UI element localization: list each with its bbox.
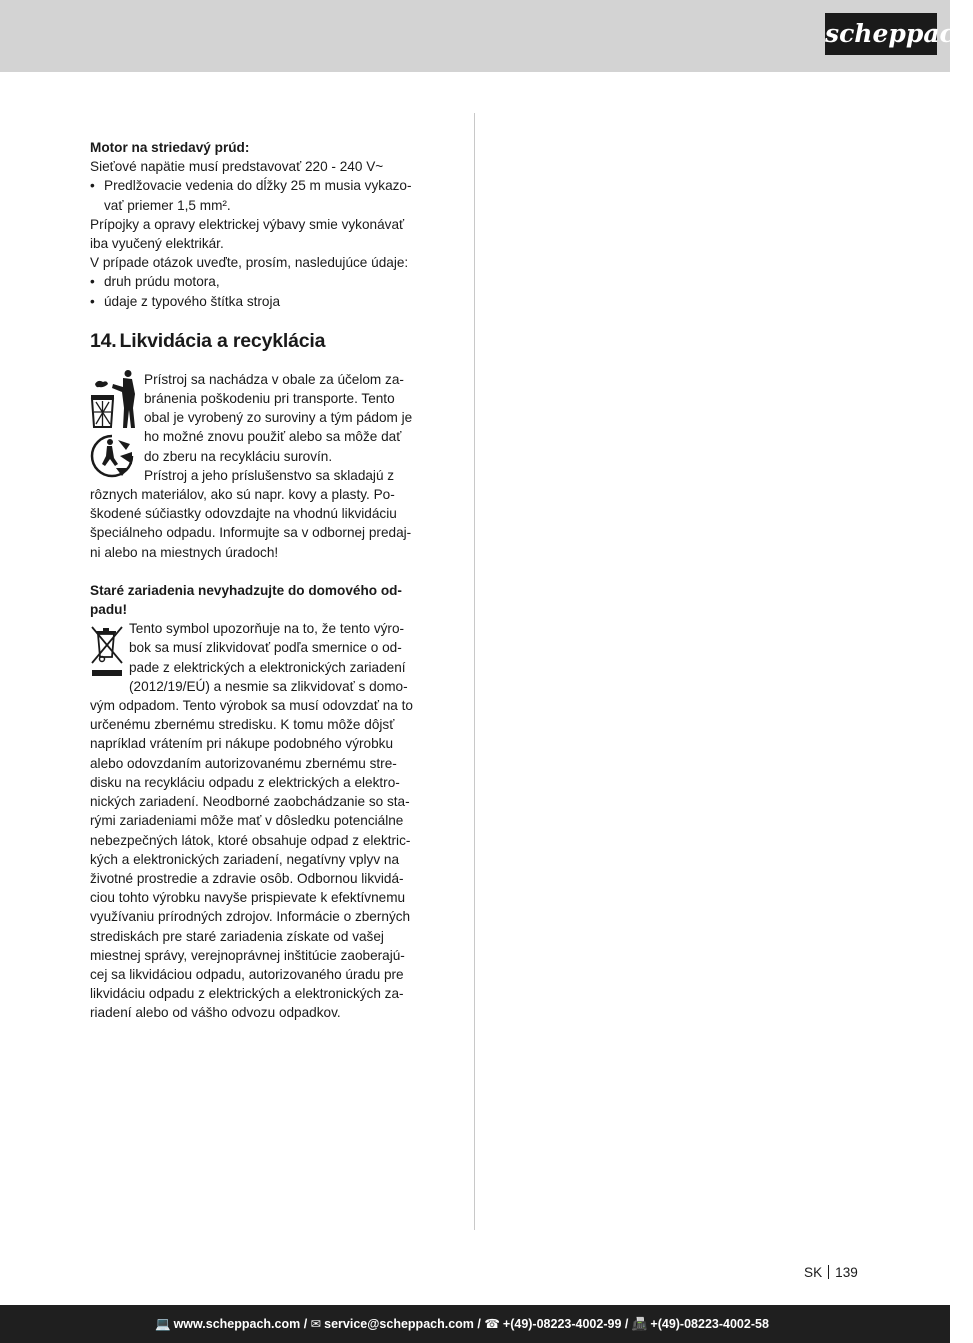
computer-icon: 💻 xyxy=(155,1317,171,1331)
footer-separator: / xyxy=(621,1317,632,1331)
text-line: Prístroj sa nachádza v obale za účelom za- xyxy=(144,371,404,387)
text-line: vým odpadom. Tento výrobok sa musí odovzdať na to xyxy=(90,698,413,714)
recycling-block xyxy=(90,370,430,562)
bullet-text: vať priemer 1,5 mm². xyxy=(104,197,231,213)
footer-fax: +(49)-08223-4002-58 xyxy=(650,1317,769,1331)
text-line: pade z elektrických a elektronických zariadení xyxy=(129,659,406,675)
section-heading xyxy=(90,329,430,353)
text-line: ho možné znovu použiť alebo sa môže dať xyxy=(144,429,402,445)
text-line: bránenia poškodeniu pri transporte. Tento xyxy=(144,391,395,407)
language-code: SK xyxy=(804,1265,823,1280)
page-number-divider xyxy=(828,1265,829,1279)
weee-indented-text xyxy=(90,619,430,696)
litter-bin-icon xyxy=(91,370,135,428)
header-band xyxy=(0,0,973,72)
recycling-indented-text xyxy=(90,370,430,485)
text-line: do zberu na recykláciu surovín. xyxy=(144,448,333,464)
column-divider xyxy=(474,113,475,1230)
text-line: obal je vyrobený zo suroviny a tým pádom je xyxy=(144,410,413,426)
page-number xyxy=(804,1264,858,1282)
text-line: Prístroj a jeho príslušenstvo sa skladajú z xyxy=(144,467,395,483)
text-line: ciou tohto výrobku navyše prispievate k efektívnemu xyxy=(90,890,406,906)
motor-voltage-line: Sieťové napätie musí predstavovať 220 - 240 V~ xyxy=(90,159,384,175)
footer-website[interactable]: www.scheppach.com xyxy=(173,1317,301,1331)
bullet-text: druh prúdu motora, xyxy=(104,274,220,290)
motor-text: V prípade otázok uveďte, prosím, nasledujúce údaje: xyxy=(90,255,409,271)
text-line: určenému zbernému stredisku. K tomu môže dôjsť xyxy=(90,717,395,733)
list-item xyxy=(90,272,430,291)
footer-phone[interactable]: +(49)-08223-4002-99 xyxy=(502,1317,622,1331)
text-line: likvidáciu odpadu z elektrických a elektronických za- xyxy=(90,986,404,1002)
text-line: rôznych materiálov, ako sú napr. kovy a plasty. Po- xyxy=(90,487,395,503)
bullet: • xyxy=(90,178,95,194)
text-line: disku na recykláciu odpadu z elektrických a elektro- xyxy=(90,774,400,790)
text-line: bok sa musí zlikvidovať podľa smernice o od- xyxy=(129,640,402,656)
recycling-icons xyxy=(90,370,138,480)
text-line: nických zariadení. Neodborné zaobchádzanie so sta- xyxy=(90,794,410,810)
list-item xyxy=(90,176,430,214)
weee-heading: padu! xyxy=(90,602,127,618)
footer-contact-line xyxy=(155,1316,769,1332)
list-item xyxy=(90,292,430,311)
motor-text: iba vyučený elektrikár. xyxy=(90,236,224,252)
left-column xyxy=(90,138,430,1023)
section-title: Likvidácia a recyklácia xyxy=(119,329,326,352)
text-line: ni alebo na miestnych úradoch! xyxy=(90,544,279,560)
footer-separator: / xyxy=(300,1317,311,1331)
text-line: špeciálneho odpadu. Informujte sa v odbornej predaj- xyxy=(90,525,412,541)
text-line: kých a elektronických zariadení, negatívny vplyv na xyxy=(90,851,400,867)
text-line: strediskách pre staré zariadenia získate od vašej xyxy=(90,928,384,944)
scheppach-logo: scheppach xyxy=(825,13,937,55)
bullet: • xyxy=(90,274,95,290)
recycling-icon xyxy=(92,436,132,476)
text-line: riadení alebo od vášho odvozu odpadkov. xyxy=(90,1005,341,1021)
motor-text: Prípojky a opravy elektrickej výbavy smie vykonávať xyxy=(90,216,405,232)
text-line: napríklad vrátením pri nákupe podobného výrobku xyxy=(90,736,394,752)
bullet-text: údaje z typového štítka stroja xyxy=(104,293,281,309)
text-line: Tento symbol upozorňuje na to, že tento výro- xyxy=(129,621,405,637)
text-line: škodené súčiastky odovzdajte na vhodnú likvidáciu xyxy=(90,506,397,522)
fax-icon: 📠 xyxy=(631,1317,648,1331)
footer-band xyxy=(0,1305,950,1343)
spacer xyxy=(90,562,430,581)
footer-email[interactable]: service@scheppach.com xyxy=(324,1317,474,1331)
bullet: • xyxy=(90,293,95,309)
section-number: 14. xyxy=(90,329,117,352)
bullet-text: Predlžovacie vedenia do dĺžky 25 m musia vykazo- xyxy=(104,178,412,194)
page-number-value: 139 xyxy=(835,1265,858,1280)
motor-heading: Motor na striedavý prúd: xyxy=(90,140,250,155)
text-line: cej sa likvidáciou odpadu, autorizovaného úradu pre xyxy=(90,966,404,982)
weee-block xyxy=(90,619,430,1022)
text-line: využívaniu prírodných zdrojov. Informácie o zberných xyxy=(90,909,411,925)
text-line: rými zariadeniami môže mať v dôsledku potenciálne xyxy=(90,813,404,829)
phone-icon: ☎ xyxy=(484,1317,500,1331)
text-line: (2012/19/EÚ) a nesmie sa zlikvidovať s domo- xyxy=(129,678,408,694)
text-line: životné prostredie a zdravie osôb. Odbornou likvidá- xyxy=(90,870,404,886)
weee-heading: Staré zariadenia nevyhadzujte do domového od- xyxy=(90,582,402,598)
text-line: alebo odovzdaním autorizovanému zbernému stre- xyxy=(90,755,397,771)
crossed-bin-icon xyxy=(90,619,126,679)
footer-separator: / xyxy=(473,1317,485,1331)
mail-icon: ✉ xyxy=(310,1317,322,1331)
text-line: nebezpečných látok, ktoré obsahuje odpad z elektric- xyxy=(90,832,411,848)
text-line: miestnej správy, verejnoprávnej inštitúcie zaoberajú- xyxy=(90,947,405,963)
